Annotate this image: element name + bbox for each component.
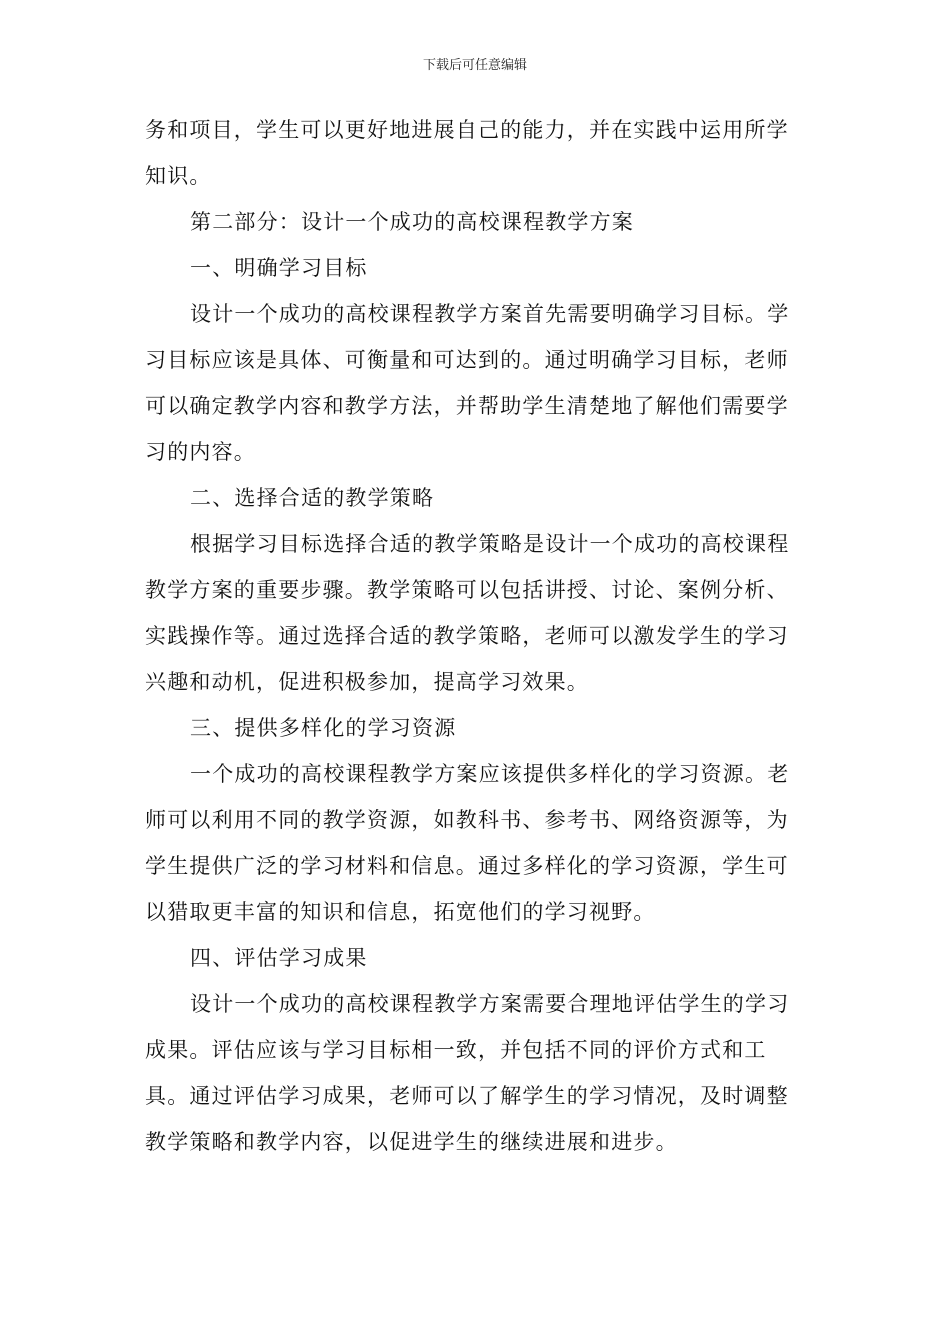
section-heading-2: 二、选择合适的教学策略 (190, 486, 435, 510)
part-title: 第二部分：设计一个成功的高校课程教学方案 (190, 210, 634, 234)
section-heading-3: 三、提供多样化的学习资源 (190, 716, 457, 740)
section-heading-1: 一、明确学习目标 (190, 256, 368, 280)
section-paragraph-4: 设计一个成功的高校课程教学方案需要合理地评估学生的学习成果。评估应该与学习目标相一致，并包括不同的评价方式和工具。通过评估学习成果，老师可以了解学生的学习情况，及时调整教学策略和教学内容，以促进学生的继续进展和进步。 (145, 992, 790, 1154)
section-paragraph-1: 设计一个成功的高校课程教学方案首先需要明确学习目标。学习目标应该是具体、可衡量和可达到的。通过明确学习目标，老师可以确定教学内容和教学方法，并帮助学生清楚地了解他们需要学习的内容。 (145, 302, 790, 464)
continuation-paragraph: 务和项目，学生可以更好地进展自己的能力，并在实践中运用所学知识。 (145, 118, 789, 188)
section-paragraph-3: 一个成功的高校课程教学方案应该提供多样化的学习资源。老师可以利用不同的教学资源，如教科书、参考书、网络资源等，为学生提供广泛的学习材料和信息。通过多样化的学习资源，学生可以猎取更丰富的知识和信息，拓宽他们的学习视野。 (145, 762, 790, 924)
section-paragraph-2: 根据学习目标选择合适的教学策略是设计一个成功的高校课程教学方案的重要步骤。教学策略可以包括讲授、讨论、案例分析、实践操作等。通过选择合适的教学策略，老师可以激发学生的学习兴趣和动机，促进积极参加，提高学习效果。 (145, 532, 790, 694)
section-heading-4: 四、评估学习成果 (190, 946, 368, 970)
page-header: 下载后可任意编辑 (422, 58, 527, 73)
document-body (145, 107, 805, 1165)
